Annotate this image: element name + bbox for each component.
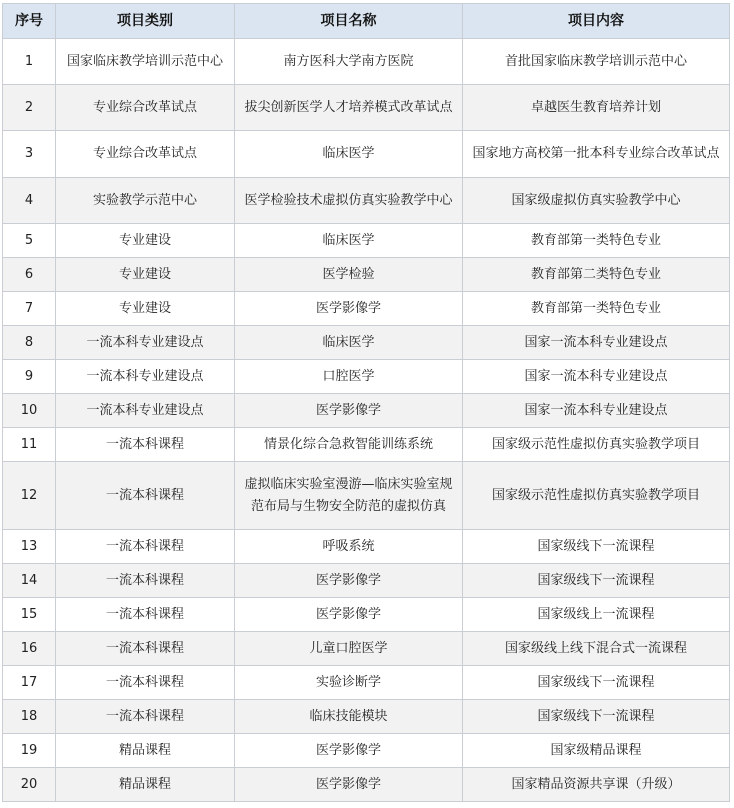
table-row [3,292,730,326]
cell-no: 6 [3,258,56,292]
header-row [3,4,730,39]
cell-no: 19 [3,734,56,768]
cell-content: 国家级线下一流课程 [463,666,730,700]
header-content: 项目内容 [463,4,730,39]
cell-name: 呼吸系统 [235,530,463,564]
table-row [3,564,730,598]
cell-no: 4 [3,178,56,224]
table-row [3,360,730,394]
cell-category: 一流本科专业建设点 [56,394,235,428]
cell-no: 7 [3,292,56,326]
table-row [3,666,730,700]
cell-category: 一流本科课程 [56,700,235,734]
cell-content: 国家级精品课程 [463,734,730,768]
cell-name: 情景化综合急救智能训练系统 [235,428,463,462]
cell-no: 1 [3,39,56,85]
cell-name: 医学影像学 [235,292,463,326]
cell-content: 教育部第一类特色专业 [463,224,730,258]
cell-content: 国家地方高校第一批本科专业综合改革试点 [463,131,730,178]
table-row [3,394,730,428]
cell-category: 精品课程 [56,734,235,768]
cell-no: 2 [3,85,56,131]
cell-name: 临床技能模块 [235,700,463,734]
cell-name: 虚拟临床实验室漫游—临床实验室规范布局与生物安全防范的虚拟仿真 [235,462,463,530]
cell-category: 专业建设 [56,292,235,326]
cell-name: 临床医学 [235,224,463,258]
cell-no: 3 [3,131,56,178]
project-table [2,3,730,802]
cell-content: 国家级线上线下混合式一流课程 [463,632,730,666]
cell-content: 国家一流本科专业建设点 [463,394,730,428]
table-row [3,224,730,258]
cell-category: 实验教学示范中心 [56,178,235,224]
cell-name: 临床医学 [235,131,463,178]
cell-content: 国家级虚拟仿真实验教学中心 [463,178,730,224]
cell-name: 医学影像学 [235,598,463,632]
cell-content: 国家级示范性虚拟仿真实验教学项目 [463,462,730,530]
header-category: 项目类别 [56,4,235,39]
cell-category: 一流本科课程 [56,530,235,564]
table-row [3,768,730,802]
cell-category: 专业建设 [56,224,235,258]
cell-category: 国家临床教学培训示范中心 [56,39,235,85]
cell-content: 国家级线下一流课程 [463,530,730,564]
cell-name: 医学影像学 [235,394,463,428]
cell-no: 18 [3,700,56,734]
cell-category: 专业综合改革试点 [56,131,235,178]
cell-no: 9 [3,360,56,394]
cell-content: 国家级示范性虚拟仿真实验教学项目 [463,428,730,462]
table-row [3,428,730,462]
cell-content: 首批国家临床教学培训示范中心 [463,39,730,85]
cell-no: 17 [3,666,56,700]
cell-name: 拔尖创新医学人才培养模式改革试点 [235,85,463,131]
cell-name: 实验诊断学 [235,666,463,700]
cell-category: 一流本科课程 [56,632,235,666]
cell-category: 一流本科课程 [56,462,235,530]
cell-category: 一流本科专业建设点 [56,360,235,394]
table-row [3,258,730,292]
cell-category: 一流本科课程 [56,666,235,700]
cell-category: 精品课程 [56,768,235,802]
cell-category: 一流本科专业建设点 [56,326,235,360]
table-row [3,39,730,85]
cell-no: 12 [3,462,56,530]
cell-name: 临床医学 [235,326,463,360]
cell-no: 13 [3,530,56,564]
cell-content: 国家级线下一流课程 [463,564,730,598]
cell-category: 专业综合改革试点 [56,85,235,131]
cell-no: 15 [3,598,56,632]
table-row [3,462,730,530]
cell-name: 医学影像学 [235,734,463,768]
cell-name: 口腔医学 [235,360,463,394]
cell-no: 11 [3,428,56,462]
cell-content: 国家级线上一流课程 [463,598,730,632]
table-row [3,598,730,632]
header-name: 项目名称 [235,4,463,39]
cell-no: 10 [3,394,56,428]
cell-name: 医学检验 [235,258,463,292]
cell-content: 国家一流本科专业建设点 [463,326,730,360]
table-row [3,178,730,224]
cell-content: 国家一流本科专业建设点 [463,360,730,394]
cell-category: 一流本科课程 [56,428,235,462]
cell-no: 14 [3,564,56,598]
cell-content: 教育部第二类特色专业 [463,258,730,292]
table-row [3,85,730,131]
table-row [3,734,730,768]
header-no: 序号 [3,4,56,39]
cell-content: 教育部第一类特色专业 [463,292,730,326]
cell-content: 国家级线下一流课程 [463,700,730,734]
cell-name: 医学检验技术虚拟仿真实验教学中心 [235,178,463,224]
cell-category: 一流本科课程 [56,598,235,632]
table-row [3,326,730,360]
cell-no: 20 [3,768,56,802]
cell-content: 国家精品资源共享课（升级） [463,768,730,802]
cell-name: 医学影像学 [235,564,463,598]
cell-category: 一流本科课程 [56,564,235,598]
table-row [3,131,730,178]
cell-no: 8 [3,326,56,360]
cell-no: 16 [3,632,56,666]
table-row [3,700,730,734]
cell-name: 南方医科大学南方医院 [235,39,463,85]
cell-category: 专业建设 [56,258,235,292]
table-row [3,530,730,564]
cell-no: 5 [3,224,56,258]
cell-content: 卓越医生教育培养计划 [463,85,730,131]
cell-name: 医学影像学 [235,768,463,802]
table-row [3,632,730,666]
cell-name: 儿童口腔医学 [235,632,463,666]
